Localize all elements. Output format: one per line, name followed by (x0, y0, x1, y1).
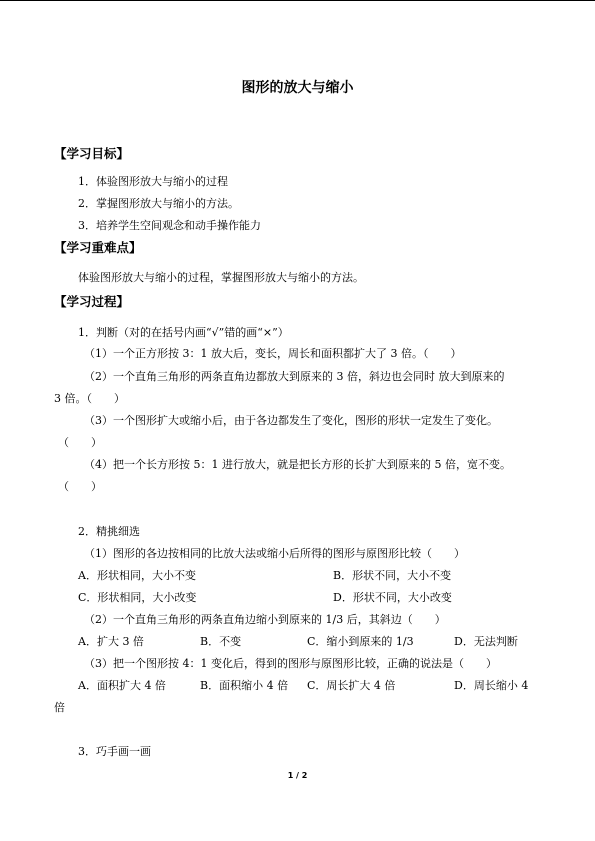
top-rule (0, 0, 595, 1)
page-title: 图形的放大与缩小 (241, 80, 354, 96)
question-1-item: （3）一个图形扩大或缩小后，由于各边都发生了变化，图形的形状一定发生了变化。 (84, 414, 498, 427)
option: A．面积扩大 4 倍 (78, 679, 166, 692)
question-1-item: （ ） (58, 480, 102, 493)
question-1-item: （1）一个正方形按 3：1 放大后，变长，周长和面积都扩大了 3 倍。（ ） (84, 347, 462, 360)
question-1-title: 1．判断（对的在括号内画“√”错的画“×”） (78, 326, 289, 339)
option: D．无法判断 (454, 635, 518, 648)
question-1-item: 3 倍。（ ） (54, 392, 125, 405)
question-2-sub: （3）把一个图形按 4：1 变化后，得到的图形与原图形比较，正确的说法是（ ） (84, 657, 497, 670)
process-heading: 【学习过程】 (54, 294, 130, 309)
option: B．不变 (200, 635, 242, 648)
goals-heading: 【学习目标】 (54, 146, 130, 161)
question-2-sub: （2）一个直角三角形的两条直角边缩小到原来的 1/3 后，其斜边（ ） (84, 613, 446, 626)
option: A．形状相同，大小不变 (78, 569, 196, 582)
key-points-text: 体验图形放大与缩小的过程，掌握图形放大与缩小的方法。 (78, 271, 364, 284)
page-number: 1 / 2 (287, 771, 308, 780)
key-points-heading: 【学习重难点】 (54, 240, 142, 255)
question-3-title: 3．巧手画一画 (78, 745, 151, 758)
goal-item: 1．体验图形放大与缩小的过程 (78, 175, 228, 188)
option-wrap: 倍 (54, 701, 65, 714)
question-2-title: 2．精挑细选 (78, 525, 140, 538)
question-1-item: （ ） (58, 436, 102, 449)
question-2-sub: （1）图形的各边按相同的比放大法或缩小后所得的图形与原图形比较（ ） (84, 547, 465, 560)
option: C．周长扩大 4 倍 (307, 679, 396, 692)
option: D．形状不同，大小改变 (333, 591, 452, 604)
option: B．面积缩小 4 倍 (200, 679, 289, 692)
option: C．缩小到原来的 1/3 (307, 635, 414, 648)
option: B．形状不同，大小不变 (333, 569, 452, 582)
option: A．扩大 3 倍 (78, 635, 144, 648)
option: D．周长缩小 4 (454, 679, 529, 692)
question-1-item: （4）把一个长方形按 5：1 进行放大，就是把长方形的长扩大到原来的 5 倍，宽不变。 (84, 458, 511, 471)
question-1-item: （2）一个直角三角形的两条直角边都放大到原来的 3 倍，斜边也会同时 放大到原来的 (84, 370, 505, 383)
goal-item: 3．培养学生空间观念和动手操作能力 (78, 219, 261, 232)
option: C．形状相同，大小改变 (78, 591, 197, 604)
goal-item: 2．掌握图形放大与缩小的方法。 (78, 197, 239, 210)
